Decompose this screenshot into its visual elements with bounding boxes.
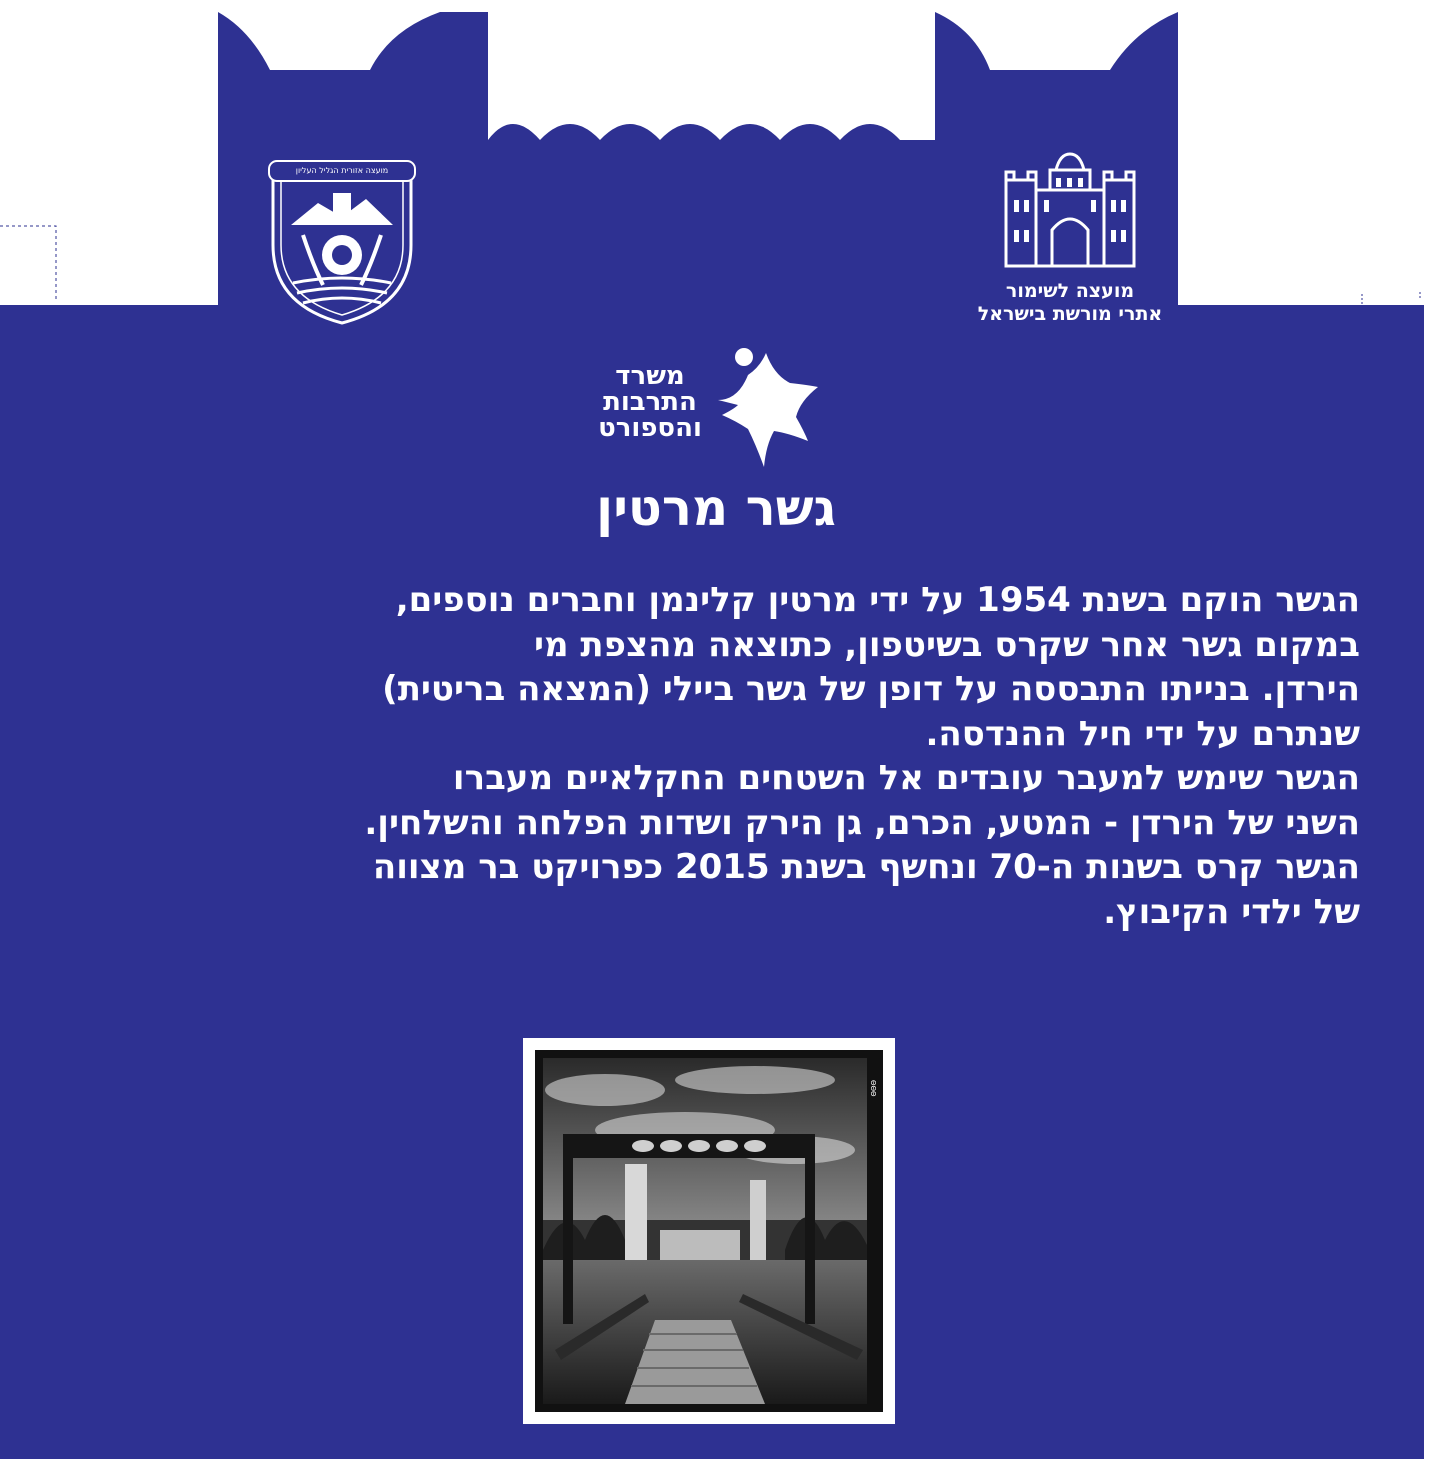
ministry-line2: התרבות: [603, 387, 697, 417]
council-name-line2: אתרי מורשת בישראל: [977, 303, 1163, 325]
body-line: השני של הירדן - המטע, הכרם, גן הירק ושדות הפלחה והשלחין.: [364, 802, 1360, 843]
ministry-line3: והספורט: [598, 413, 702, 443]
photo-frame: [523, 1038, 895, 1424]
body-line: הירדן. בנייתו התבססה על דופן של גשר ביילי (המצאה בריטית): [382, 669, 1360, 709]
body-line: שנתרם על ידי חיל ההנדסה.: [925, 713, 1360, 754]
ministry-line1: משרד: [615, 361, 685, 391]
ministry-logo: [590, 345, 830, 470]
body-text: [70, 578, 1360, 934]
body-line: הגשר שימש למעבר עובדים אל השטחים החקלאיים מעברו: [452, 758, 1360, 798]
body-line: הגשר הוקם בשנת 1954 על ידי מרטין קלינמן וחברים נוספים,: [395, 580, 1360, 620]
regional-council-crest: [263, 155, 421, 327]
heritage-gate-icon: [1000, 150, 1140, 270]
historic-bridge-photo: [535, 1050, 883, 1412]
body-line: במקום גשר אחר שקרס בשיטפון, כתוצאה מהצפת מי: [533, 624, 1360, 665]
ministry-name: [590, 363, 710, 441]
photo-corner-mark: ΘΘΘ: [869, 1080, 877, 1097]
crop-mark-left: [0, 226, 56, 300]
ministry-star-icon: [708, 345, 823, 470]
council-name-line1: מועצה לשימור: [1005, 280, 1135, 302]
regional-council-crest-icon: [263, 155, 421, 327]
body-line: של ילדי הקיבוץ.: [1103, 891, 1360, 932]
crest-banner-text: מועצה אזורית הגליל העליון: [295, 166, 389, 175]
body-line: הגשר קרס בשנות ה-70 ונחשף בשנת 2015 כפרויקט בר מצווה: [372, 847, 1360, 887]
crop-mark-right: [1362, 292, 1420, 305]
page-title: גשר מרטין: [596, 479, 836, 537]
heritage-council-logo: [960, 150, 1180, 340]
